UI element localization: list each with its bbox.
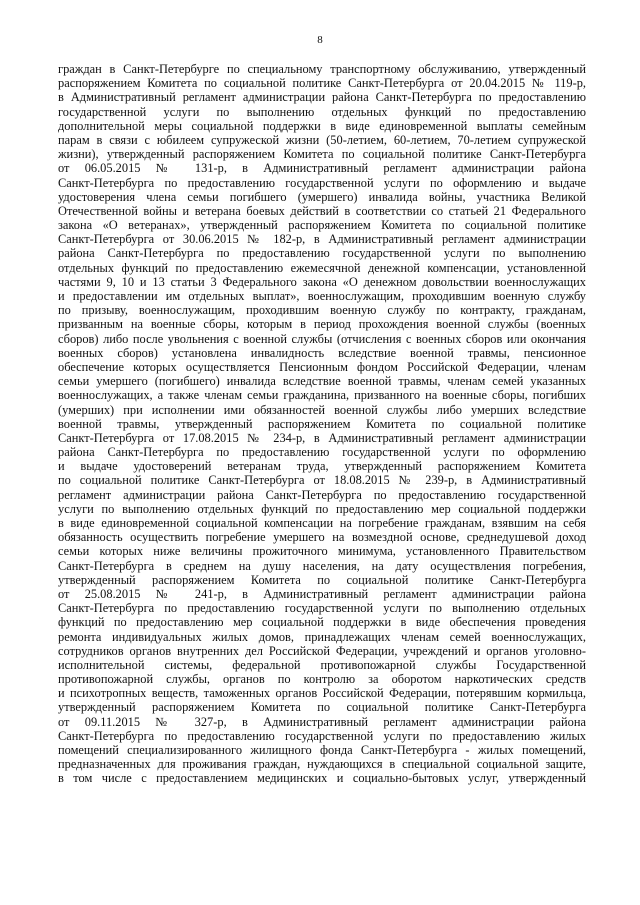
text-line: жизни), утвержденный распоряжением Комитета по социальной политике Санкт-Петербурга bbox=[58, 147, 586, 162]
text-line: сборов) либо после увольнения с военной службы (отчисления с военных сборов или окончания bbox=[58, 331, 586, 346]
text-line: парам в связи с юбилеем супружеской жизни (50-летием, 60-летием, 70-летием супружеской bbox=[58, 132, 586, 147]
text-line: государственной услуги по выполнению отдельных функций по предоставлению bbox=[58, 104, 586, 119]
page-number: 8 bbox=[317, 34, 323, 46]
text-line: в виде единовременной социальной компенсации на погребение гражданам, взявшим на себя bbox=[58, 516, 586, 530]
text-line: обеспечение которых осуществляется Пенсионным фондом Российской Федерации, членам bbox=[58, 359, 586, 374]
text-line: дополнительной меры социальной поддержки в виде единовременной выплаты семейным bbox=[58, 118, 586, 133]
text-line: обязанность осуществить погребение умершего на возмездной основе, среднедушевой доход bbox=[58, 530, 586, 545]
text-line: в Административный регламент администрации района Санкт-Петербурга по предоставлению bbox=[58, 90, 586, 105]
text-line: удостоверения члена семьи погибшего (умершего) инвалида войны, участника Великой bbox=[58, 189, 586, 204]
text-line: Санкт-Петербурга по предоставлению государственной услуги по предоставлению жилых bbox=[58, 728, 586, 743]
text-line: отдельных функций по предоставлению ежемесячной денежной компенсации, установленной bbox=[58, 260, 586, 275]
text-line: регламент администрации района Санкт-Петербурга по предоставлению государственной bbox=[58, 487, 586, 502]
text-line: утвержденный распоряжением Комитета по социальной политике Санкт-Петербурга bbox=[58, 700, 586, 715]
text-line: по социальной политике Санкт-Петербурга от 18.08.2015 № 239-р, в Административный bbox=[58, 473, 586, 488]
text-line: от 25.08.2015 № 241-р, в Административный регламент администрации района bbox=[58, 586, 586, 601]
text-line: Отечественной войны и ветерана боевых действий в соответствии со статьей 21 Федерального bbox=[58, 203, 586, 218]
text-line: и психотропных веществ, таможенных органов Российской Федерации, потерявшим кормильца, bbox=[58, 686, 586, 701]
text-line: военнослужащих, а также членам семьи гражданина, призванного на военные сборы, погибших bbox=[58, 388, 586, 403]
text-line: Санкт-Петербурга от 30.06.2015 № 182-р, в Административный регламент администрации bbox=[58, 232, 586, 247]
text-line: района Санкт-Петербурга по предоставлению государственной услуги по выполнению bbox=[58, 246, 586, 261]
text-line: Санкт-Петербурга по предоставлению государственной услуги по оформлению и выдаче bbox=[58, 175, 586, 190]
text-line: военной травмы, утвержденный распоряжением Комитета по социальной политике bbox=[58, 416, 586, 431]
text-line: распоряжением Комитета по социальной политике Санкт-Петербурга от 20.04.2015 № 119-р, bbox=[58, 76, 586, 91]
text-line: сотрудников органов внутренних дел Российской Федерации, учреждений и органов уголовно- bbox=[58, 643, 586, 658]
text-line: района Санкт-Петербурга по предоставлению государственной услуги по оформлению bbox=[58, 445, 586, 460]
text-line: в том числе с предоставлением медицинских и социально-бытовых услуг, утвержденный bbox=[58, 771, 586, 786]
text-line: помещений специализированного жилищного фонда Санкт-Петербурга - жилых помещений, bbox=[58, 743, 586, 757]
text-line: функций по предоставлению мер социальной поддержки в виде обеспечения проведения bbox=[58, 615, 586, 630]
text-line: противопожарной службы, органов по контролю за оборотом наркотических средств bbox=[58, 672, 586, 687]
text-line: по призыву, военнослужащим, проходившим военную службу по контракту, гражданам, bbox=[58, 303, 586, 318]
body-text bbox=[58, 62, 586, 786]
text-line: (умерших) при исполнении ими обязанностей военной службы либо умерших вследствие bbox=[58, 402, 586, 417]
text-line: призванным на военные сборы, которым в период прохождения военной службы (военных bbox=[58, 317, 586, 332]
text-line: от 09.11.2015 № 327-р, в Административный регламент администрации района bbox=[58, 714, 586, 729]
text-line: утвержденный распоряжением Комитета по социальной политике Санкт-Петербурга bbox=[58, 572, 586, 587]
text-line: и предоставлении им отдельных выплат», военнослужащим, проходившим военную службу bbox=[58, 289, 586, 303]
text-line: военных сборов) установлена инвалидность вследствие военной травмы, пенсионное bbox=[58, 345, 586, 360]
text-line: и выдаче удостоверений ветеранам труда, утвержденный распоряжением Комитета bbox=[58, 459, 586, 474]
text-line: семьи умершего (погибшего) инвалида вследствие военной травмы, членам семей указанных bbox=[58, 374, 586, 389]
text-line: услуги по выполнению отдельных функций по предоставлению мер социальной поддержки bbox=[58, 501, 586, 516]
text-line: Санкт-Петербурга в среднем на душу населения, на дату осуществления погребения, bbox=[58, 558, 586, 573]
text-line: закона «О ветеранах», утвержденный распоряжением Комитета по социальной политике bbox=[58, 218, 586, 233]
text-line: ремонта индивидуальных жилых домов, принадлежащих членам семей военнослужащих, bbox=[58, 629, 586, 644]
text-line: Санкт-Петербурга по предоставлению государственной услуги по выполнению отдельных bbox=[58, 601, 586, 616]
text-line: от 06.05.2015 № 131-р, в Административный регламент администрации района bbox=[58, 161, 586, 176]
text-line: частями 9, 10 и 13 статьи 3 Федерального закона «О денежном довольствии военнослужащих bbox=[58, 274, 586, 289]
text-line: исполнительной системы, федеральной противопожарной службы Государственной bbox=[58, 657, 586, 672]
text-line: граждан в Санкт-Петербурге по специальному транспортному обслуживанию, утвержденный bbox=[58, 62, 586, 76]
text-line: предназначенных для проживания граждан, нуждающихся в специальной социальной защите, bbox=[58, 757, 586, 772]
text-line: семьи которых ниже величины прожиточного минимума, установленного Правительством bbox=[58, 544, 586, 559]
text-line: Санкт-Петербурга от 17.08.2015 № 234-р, в Административный регламент администрации bbox=[58, 430, 586, 445]
